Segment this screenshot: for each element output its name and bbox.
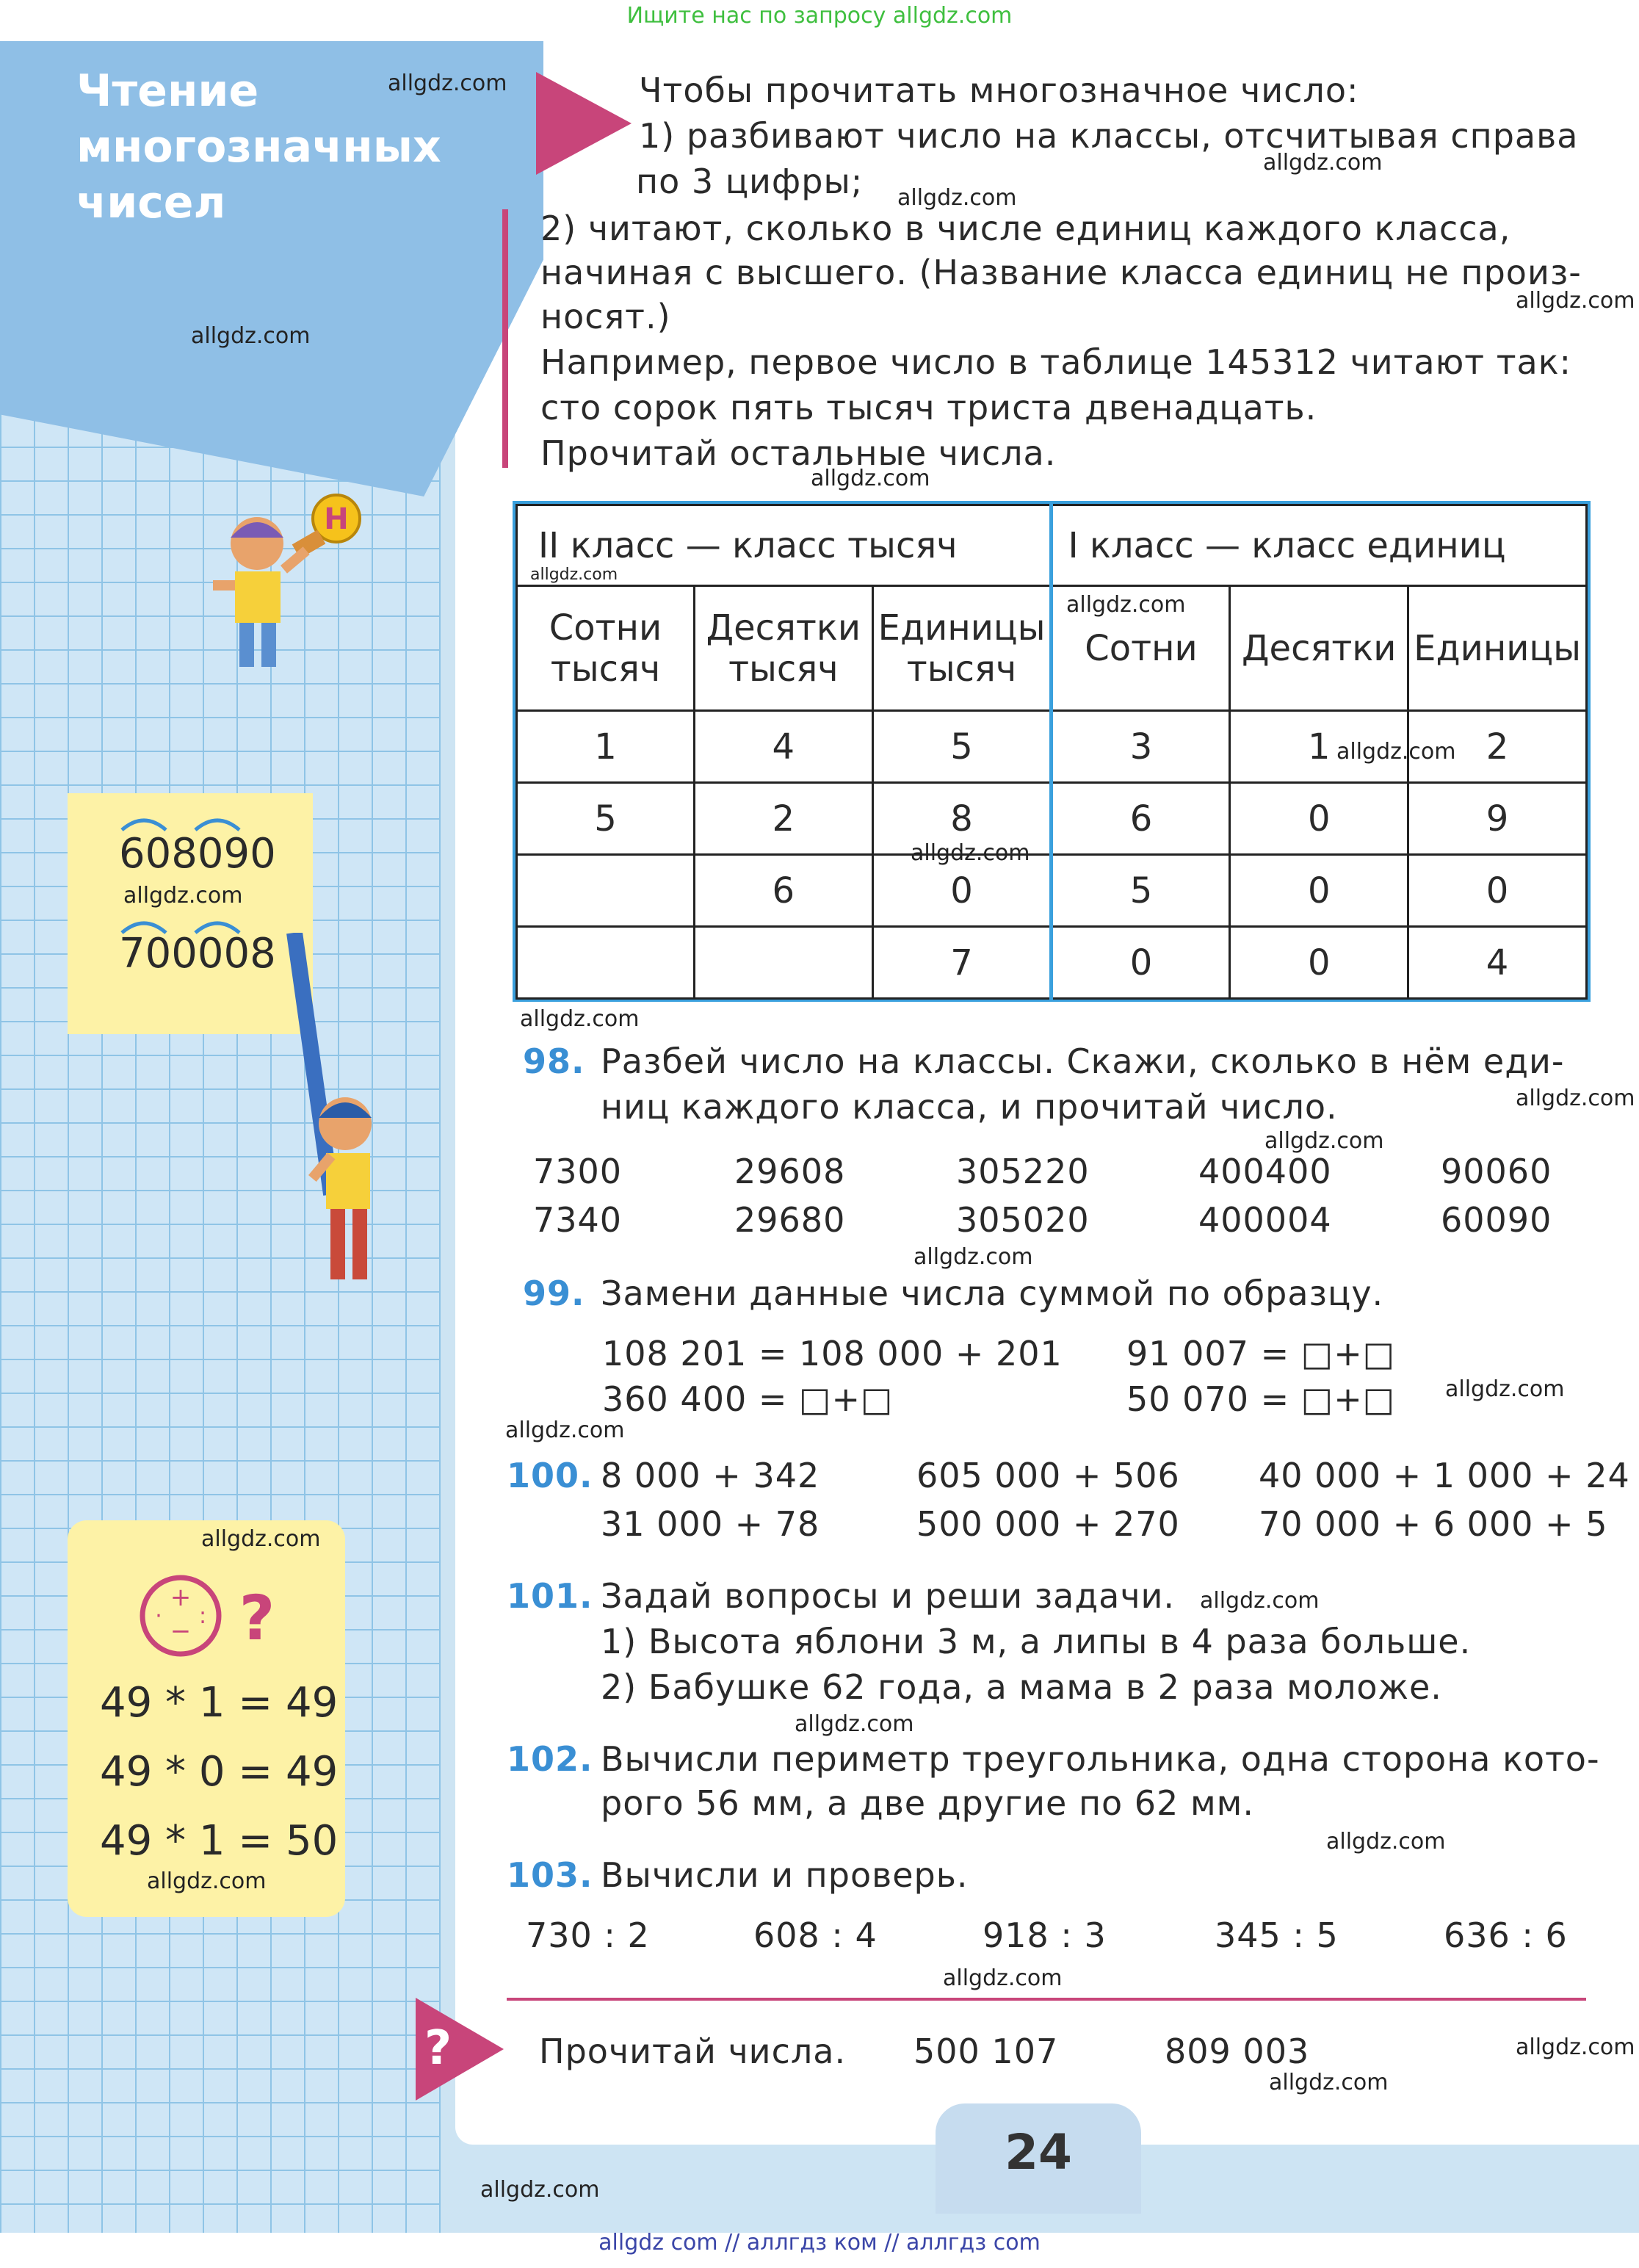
table-cell: 0 (1230, 855, 1408, 927)
watermark: allgdz.com (1516, 2034, 1635, 2060)
exercise-103-item: 345 : 5 (1215, 1915, 1339, 1955)
exercise-102-text: рого 56 мм, а две другие по 62 мм. (601, 1783, 1254, 1823)
svg-text:−: − (170, 1617, 192, 1646)
watermark: allgdz.com (811, 466, 930, 491)
exercise-98-value: 29608 (734, 1152, 846, 1191)
table-cell: 1 (1230, 711, 1408, 783)
table-cell: 5 (872, 711, 1052, 783)
footer-task-number: 809 003 (1165, 2032, 1310, 2071)
exercise-103-number: 103. (507, 1855, 593, 1895)
exercise-103-item: 608 : 4 (753, 1915, 878, 1955)
rule-line: 1) разбивают число на классы, отсчитывая справа (639, 116, 1579, 156)
rule-line: сто сорок пять тысяч триста двенадцать. (540, 388, 1317, 427)
exercise-98-value: 305020 (956, 1200, 1090, 1240)
exercise-98-value: 29680 (734, 1200, 846, 1240)
table-cell: 5 (517, 783, 695, 855)
exercise-98-value: 90060 (1441, 1152, 1552, 1191)
table-cell: 0 (1230, 927, 1408, 999)
watermark: allgdz.com (123, 883, 243, 909)
topic-title (76, 63, 441, 231)
watermark: allgdz.com (191, 323, 311, 349)
rule-line: Например, первое число в таблице 145312 читают так: (540, 342, 1571, 382)
check-equation: 49 * 1 = 50 (100, 1817, 339, 1865)
table-cell (517, 855, 695, 927)
table-cell: 2 (1408, 711, 1587, 783)
watermark: allgdz.com (1326, 1829, 1446, 1855)
watermark: allgdz.com (1263, 150, 1383, 176)
exercise-98-value: 7300 (533, 1152, 623, 1191)
svg-text:+: + (170, 1583, 192, 1612)
footer-divider (507, 1998, 1586, 2001)
watermark: allgdz.com (911, 840, 1030, 866)
rule-line: по 3 цифры; (636, 162, 864, 201)
badge-letter: Н (324, 502, 349, 536)
rule-line: носят.) (540, 297, 671, 336)
bottom-banner[interactable]: allgdz com // аллгдз ком // аллгдз com (598, 2230, 1041, 2256)
table-cell: 0 (872, 855, 1052, 927)
card-question-symbol: ? (239, 1582, 275, 1654)
exercise-99-item: 50 070 = □+□ (1126, 1379, 1396, 1419)
class-1-header: I класс — класс единиц (1052, 505, 1587, 586)
rule-marker-icon (536, 72, 632, 175)
exercise-98-text: Разбей число на классы. Скажи, сколько в нём еди- (601, 1041, 1565, 1081)
table-cell (694, 927, 872, 999)
exercise-100-item: 31 000 + 78 (601, 1504, 820, 1544)
table-cell: 4 (694, 711, 872, 783)
exercise-99-number: 99. (523, 1274, 585, 1313)
watermark: allgdz.com (913, 1244, 1033, 1270)
table-cell: 6 (694, 855, 872, 927)
watermark: allgdz.com (505, 1418, 625, 1443)
question-mark-label: ? (424, 2021, 452, 2076)
exercise-100-item: 40 000 + 1 000 + 24 (1259, 1456, 1630, 1495)
puzzle-face-icon (137, 1572, 276, 1660)
exercise-102-text: Вычисли периметр треугольника, одна сторона кото- (601, 1739, 1600, 1779)
boy-with-megaphone-icon (198, 485, 382, 676)
card-number: 700008 (119, 930, 276, 978)
page-number: 24 (1005, 2124, 1072, 2181)
table-cell: 2 (694, 783, 872, 855)
column-header: Десятки (1230, 586, 1408, 711)
column-header: Сотни тысяч (517, 586, 695, 711)
top-banner[interactable]: Ищите нас по запросу allgdz.com (626, 3, 1013, 29)
watermark: allgdz.com (1516, 288, 1635, 314)
exercise-100-item: 70 000 + 6 000 + 5 (1259, 1504, 1608, 1544)
exercise-99-item: 360 400 = □+□ (602, 1379, 894, 1419)
column-header: Сотни (1052, 586, 1230, 711)
exercise-100-number: 100. (507, 1456, 593, 1495)
table-cell: 0 (1408, 855, 1587, 927)
exercise-98-text: ниц каждого класса, и прочитай число. (601, 1087, 1338, 1127)
watermark: allgdz.com (147, 1868, 267, 1894)
exercise-102-number: 102. (507, 1739, 593, 1779)
exercise-101-text: Задай вопросы и реши задачи. (601, 1576, 1176, 1616)
watermark: allgdz.com (1066, 592, 1186, 618)
check-equation: 49 * 0 = 49 (100, 1748, 339, 1796)
exercise-98-value: 400004 (1198, 1200, 1332, 1240)
column-header: Единицы (1408, 586, 1587, 711)
table-cell: 3 (1052, 711, 1230, 783)
rule-line: Чтобы прочитать многозначное число: (639, 71, 1359, 110)
card-number: 608090 (119, 830, 276, 878)
exercise-103-text: Вычисли и проверь. (601, 1855, 969, 1895)
exercise-99-item: 91 007 = □+□ (1126, 1334, 1396, 1373)
boy-with-pencil-icon (264, 933, 426, 1315)
exercise-99-text: Замени данные числа суммой по образцу. (601, 1274, 1384, 1313)
watermark: allgdz.com (897, 185, 1017, 211)
table-cell: 0 (1052, 927, 1230, 999)
table-cell: 0 (1230, 783, 1408, 855)
exercise-100-item: 8 000 + 342 (601, 1456, 820, 1495)
exercise-101-number: 101. (507, 1576, 593, 1616)
watermark: allgdz.com (388, 71, 507, 96)
watermark: allgdz.com (1516, 1086, 1635, 1111)
exercise-103-item: 636 : 6 (1444, 1915, 1568, 1955)
table-cell: 6 (1052, 783, 1230, 855)
watermark: allgdz.com (1200, 1588, 1320, 1614)
class-2-header: II класс — класс тысяч (517, 505, 1052, 586)
svg-text:·: · (155, 1603, 162, 1629)
exercise-98-value: 305220 (956, 1152, 1090, 1191)
svg-text::: : (198, 1603, 207, 1629)
rule-line: 2) читают, сколько в числе единиц каждого класса, (540, 209, 1511, 248)
watermark: allgdz.com (1336, 739, 1456, 765)
watermark: allgdz.com (201, 1526, 321, 1552)
topic-title-line: многозначных (76, 121, 441, 173)
exercise-100-item: 500 000 + 270 (916, 1504, 1180, 1544)
footer-task-number: 500 107 (913, 2032, 1059, 2071)
table-cell: 8 (872, 783, 1052, 855)
exercise-98-value: 60090 (1441, 1200, 1552, 1240)
rule-side-line (502, 209, 508, 468)
footer-task-text: Прочитай числа. (539, 2032, 847, 2071)
exercise-99-item: 108 201 = 108 000 + 201 (602, 1334, 1063, 1373)
exercise-98-value: 7340 (533, 1200, 623, 1240)
exercise-98-number: 98. (523, 1041, 585, 1081)
table-cell: 4 (1408, 927, 1587, 999)
exercise-98-value: 400400 (1198, 1152, 1332, 1191)
watermark: allgdz.com (1445, 1376, 1565, 1402)
watermark: allgdz.com (795, 1711, 914, 1737)
watermark: allgdz.com (943, 1965, 1063, 1991)
watermark: allgdz.com (480, 2177, 600, 2203)
watermark: allgdz.com (530, 566, 618, 584)
exercise-103-item: 918 : 3 (983, 1915, 1107, 1955)
column-header: Десятки тысяч (694, 586, 872, 711)
watermark: allgdz.com (1269, 2070, 1389, 2095)
exercise-100-item: 605 000 + 506 (916, 1456, 1180, 1495)
watermark: allgdz.com (1264, 1128, 1384, 1154)
check-equation: 49 * 1 = 49 (100, 1679, 339, 1727)
table-cell: 5 (1052, 855, 1230, 927)
topic-title-line: Чтение (76, 65, 259, 117)
watermark: allgdz.com (520, 1006, 640, 1032)
table-cell (517, 927, 695, 999)
rule-line: Прочитай остальные числа. (540, 433, 1057, 473)
column-header: Единицы тысяч (872, 586, 1052, 711)
topic-title-line: чисел (76, 177, 226, 228)
exercise-101-task: 1) Высота яблони 3 м, а липы в 4 раза больше. (601, 1622, 1472, 1661)
table-cell: 9 (1408, 783, 1587, 855)
exercise-103-item: 730 : 2 (526, 1915, 650, 1955)
table-cell: 7 (872, 927, 1052, 999)
table-cell: 1 (517, 711, 695, 783)
exercise-101-task: 2) Бабушке 62 года, а мама в 2 раза моложе. (601, 1667, 1442, 1707)
rule-line: начиная с высшего. (Название класса единиц не произ- (540, 253, 1582, 292)
